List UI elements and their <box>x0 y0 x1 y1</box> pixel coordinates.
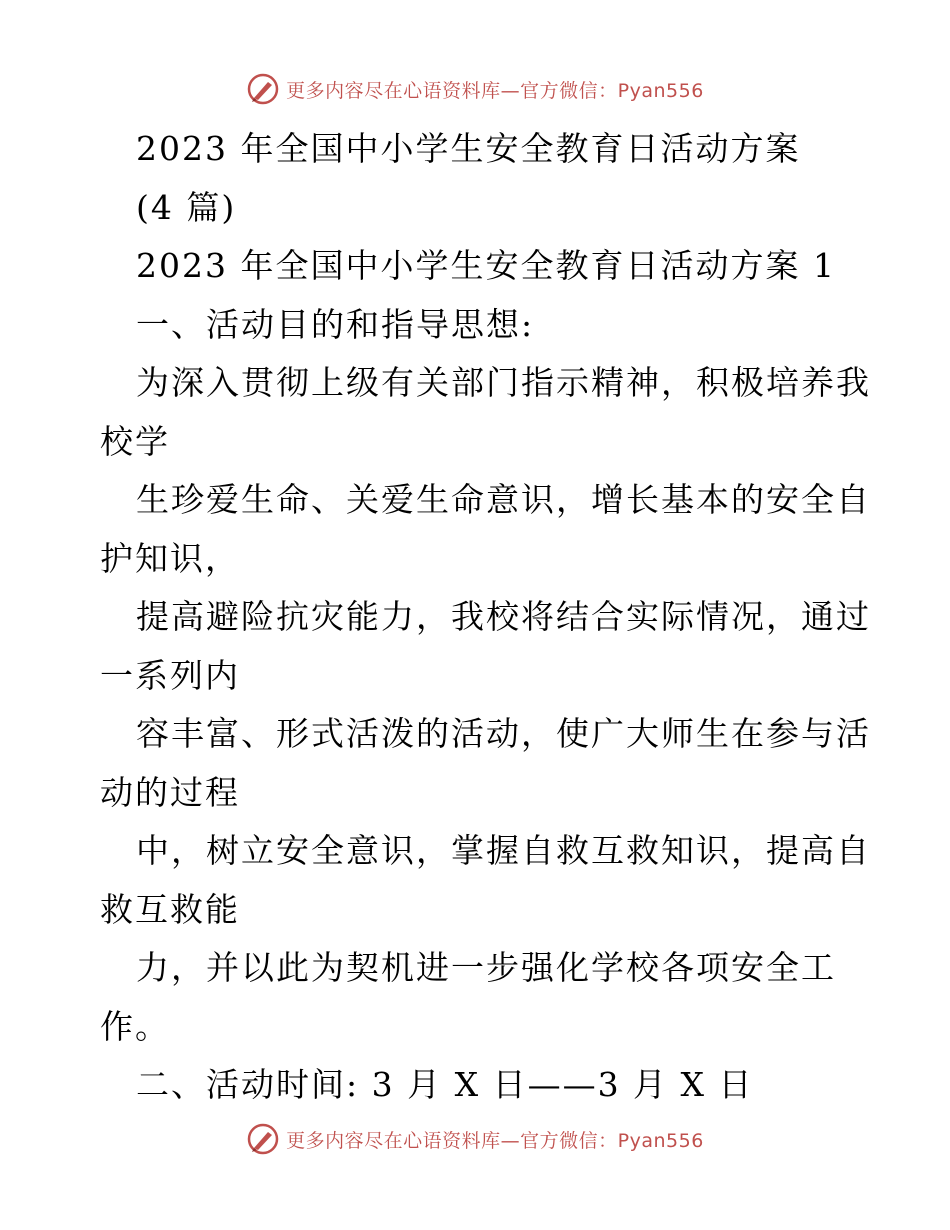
header-banner-text: 更多内容尽在心语资料库—官方微信：Pyan556 <box>286 79 704 102</box>
paragraph-line: 容丰富、形式活泼的活动，使广大师生在参与活 <box>136 714 871 753</box>
heading-purpose: 一、活动目的和指导思想: <box>136 304 535 344</box>
paragraph-line: 护知识， <box>100 538 240 578</box>
paragraph-line: 为深入贯彻上级有关部门指示精神，积极培养我 <box>136 363 871 402</box>
document-body <box>100 120 871 1115</box>
paragraph-line: 动的过程 <box>100 772 240 812</box>
heading-time: 二、活动时间: 3 月 X 日——3 月 X 日 <box>136 1065 754 1104</box>
footer-banner <box>0 1122 950 1156</box>
section-title: 2023 年全国中小学生安全教育日活动方案 1 <box>136 246 836 285</box>
pen-logo-icon <box>246 72 280 106</box>
paragraph-line: 一系列内 <box>100 655 240 695</box>
paragraph-line: 生珍爱生命、关爱生命意识，增长基本的安全自 <box>136 480 871 519</box>
paragraph-line: 中，树立安全意识，掌握自救互救知识，提高自 <box>136 831 871 870</box>
doc-title-line-1: 2023 年全国中小学生安全教育日活动方案 <box>136 129 801 168</box>
header-banner <box>0 72 950 106</box>
pen-logo-icon <box>246 1122 280 1156</box>
footer-banner-text: 更多内容尽在心语资料库—官方微信：Pyan556 <box>286 1129 704 1152</box>
paragraph-line: 提高避险抗灾能力，我校将结合实际情况，通过 <box>136 597 871 636</box>
paragraph-line: 救互救能 <box>100 889 240 929</box>
doc-title-line-2: (4 篇) <box>136 187 237 227</box>
paragraph-line: 校学 <box>100 421 170 461</box>
paragraph-line: 力，并以此为契机进一步强化学校各项安全工 <box>136 948 836 987</box>
paragraph-line: 作。 <box>100 1006 170 1046</box>
